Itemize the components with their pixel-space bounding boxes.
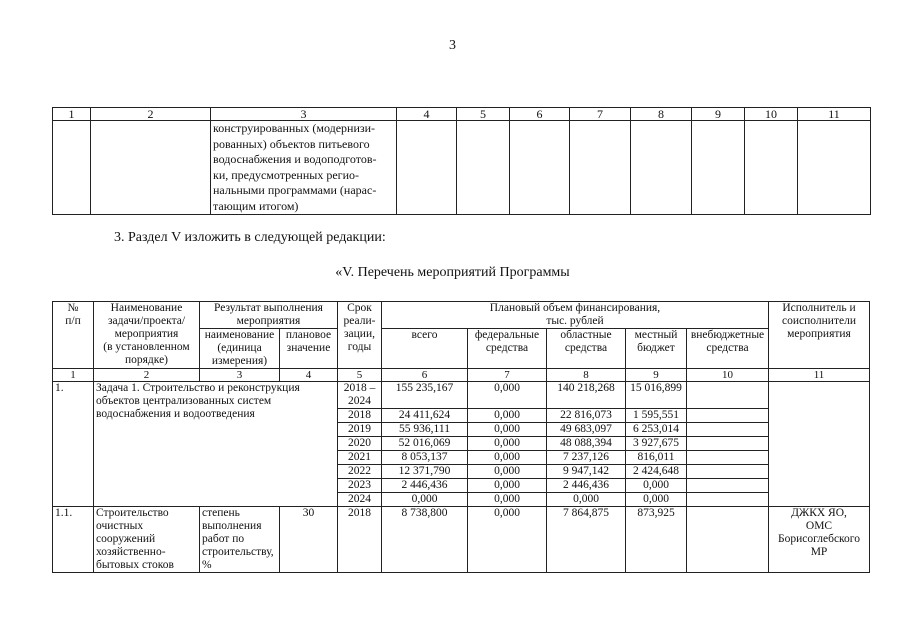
local-cell: 816,011 (626, 451, 687, 465)
federal-cell: 0,000 (468, 465, 547, 479)
extrabudget-cell (687, 409, 769, 423)
item-no: 1.1. (53, 507, 94, 573)
header-extrabudget: внебюджетные средства (687, 329, 769, 369)
federal-cell: 0,000 (468, 493, 547, 507)
header-local: местный бюджет (626, 329, 687, 369)
header-finance: Плановый объем финансирования, тыс. рублей (382, 302, 769, 329)
item-local: 873,925 (626, 507, 687, 573)
local-cell: 0,000 (626, 479, 687, 493)
regional-cell: 7 237,126 (547, 451, 626, 465)
total-cell: 24 411,624 (382, 409, 468, 423)
total-cell: 2 446,436 (382, 479, 468, 493)
year-cell: 2018 – 2024 (338, 382, 382, 409)
year-cell: 2023 (338, 479, 382, 493)
executor-cell (769, 382, 870, 507)
total-cell: 8 053,137 (382, 451, 468, 465)
header-executor: Исполнитель и соисполнители мероприятия (769, 302, 870, 369)
item-total: 8 738,800 (382, 507, 468, 573)
header-result: Результат выполнения мероприятия (200, 302, 338, 329)
header-term: Срок реали- зации, годы (338, 302, 382, 369)
year-cell: 2020 (338, 437, 382, 451)
item-year: 2018 (338, 507, 382, 573)
continuation-row (53, 121, 871, 215)
year-cell: 2018 (338, 409, 382, 423)
total-cell: 52 016,069 (382, 437, 468, 451)
year-cell: 2022 (338, 465, 382, 479)
year-cell: 2019 (338, 423, 382, 437)
task1-year-row (53, 382, 870, 409)
header-regional: областные средства (547, 329, 626, 369)
continuation-table (52, 107, 871, 215)
local-cell: 3 927,675 (626, 437, 687, 451)
regional-cell: 2 446,436 (547, 479, 626, 493)
item-executor: ДЖКХ ЯО, ОМС Борисоглебского МР (769, 507, 870, 573)
item-name: Строительство очистных сооружений хозяйственно- бытовых стоков (94, 507, 200, 573)
federal-cell: 0,000 (468, 451, 547, 465)
regional-cell: 140 218,268 (547, 382, 626, 409)
item-1-1-row (53, 507, 870, 573)
task-name: Задача 1. Строительство и реконструкция объектов централизованных систем водоснабжения и водоотведения (94, 382, 338, 507)
federal-cell: 0,000 (468, 437, 547, 451)
task-no: 1. (53, 382, 94, 507)
extrabudget-cell (687, 423, 769, 437)
extrabudget-cell (687, 465, 769, 479)
extrabudget-cell (687, 479, 769, 493)
regional-cell: 48 088,394 (547, 437, 626, 451)
federal-cell: 0,000 (468, 423, 547, 437)
item-regional: 7 864,875 (547, 507, 626, 573)
header-total: всего (382, 329, 468, 369)
header-name: Наименование задачи/проекта/ мероприятия (в установленном порядке) (94, 302, 200, 369)
extrabudget-cell (687, 382, 769, 409)
item-federal: 0,000 (468, 507, 547, 573)
extrabudget-cell (687, 493, 769, 507)
item-value: 30 (280, 507, 338, 573)
total-cell: 55 936,111 (382, 423, 468, 437)
header-row-1 (53, 302, 870, 329)
program-activities-table (52, 301, 870, 573)
federal-cell: 0,000 (468, 382, 547, 409)
regional-cell: 49 683,097 (547, 423, 626, 437)
local-cell: 0,000 (626, 493, 687, 507)
column-number-row: 1 2 3 4 5 6 7 8 9 10 11 (53, 369, 870, 382)
total-cell: 12 371,790 (382, 465, 468, 479)
local-cell: 6 253,014 (626, 423, 687, 437)
header-result-value: плановое значение (280, 329, 338, 369)
regional-cell: 9 947,142 (547, 465, 626, 479)
federal-cell: 0,000 (468, 479, 547, 493)
header-no: № п/п (53, 302, 94, 369)
section-heading: 3. Раздел V изложить в следующей редакции: (114, 230, 386, 245)
local-cell: 2 424,648 (626, 465, 687, 479)
item-result-name: степень выполнения работ по строительству, % (200, 507, 280, 573)
year-cell: 2021 (338, 451, 382, 465)
federal-cell: 0,000 (468, 409, 547, 423)
local-cell: 15 016,899 (626, 382, 687, 409)
continuation-text: конструированных (модернизи- рованных) объектов питьевого водоснабжения и водоподготов- ки, предусмотренных регио- нальными программами (нарас- тающим итогом) (211, 121, 397, 215)
total-cell: 155 235,167 (382, 382, 468, 409)
regional-cell: 22 816,073 (547, 409, 626, 423)
total-cell: 0,000 (382, 493, 468, 507)
page-number: 3 (449, 38, 456, 53)
item-extrabudget (687, 507, 769, 573)
year-cell: 2024 (338, 493, 382, 507)
regional-cell: 0,000 (547, 493, 626, 507)
header-result-name: наименование (единица измерения) (200, 329, 280, 369)
extrabudget-cell (687, 451, 769, 465)
header-federal: федеральные средства (468, 329, 547, 369)
extrabudget-cell (687, 437, 769, 451)
local-cell: 1 595,551 (626, 409, 687, 423)
program-title: «V. Перечень мероприятий Программы (335, 265, 570, 280)
continuation-header-row: 1 2 3 4 5 6 7 8 9 10 11 (53, 108, 871, 121)
